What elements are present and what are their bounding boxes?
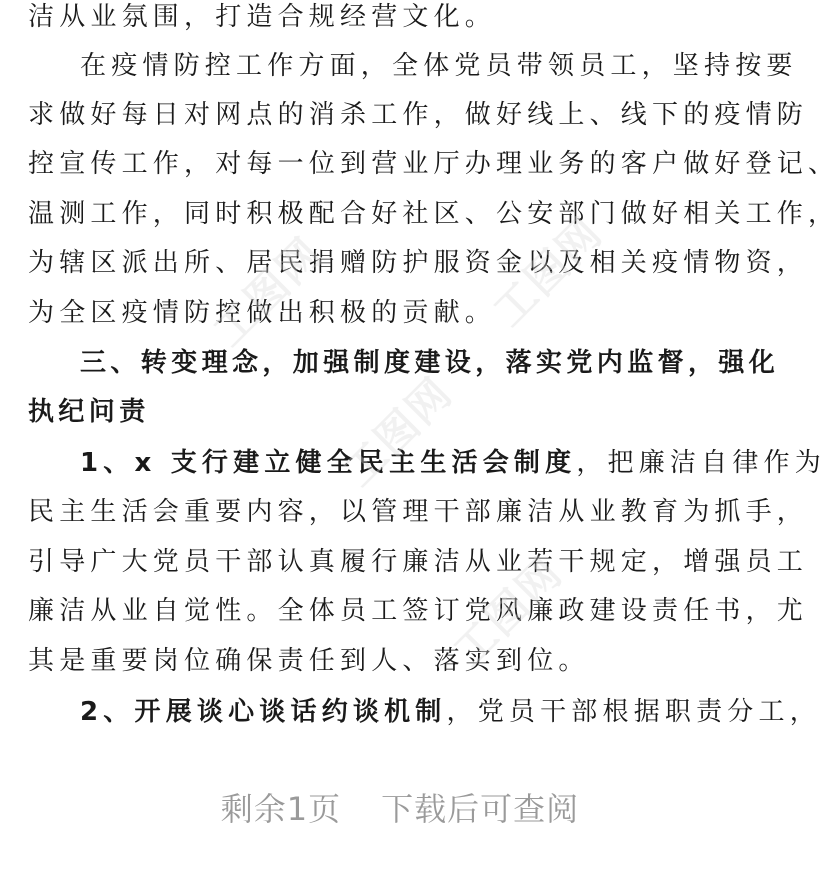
paragraph-line: 控宣传工作，对每一位到营业厅办理业务的客户做好登记、	[28, 149, 839, 179]
item-1-line	[80, 448, 826, 478]
paragraph-line: 为全区疫情防控做出积极的贡献。	[28, 298, 497, 328]
item-1-title: 1、x 支行建立健全民主生活会制度	[80, 448, 577, 478]
section-heading: 三、转变理念，加强制度建设，落实党内监督，强化	[80, 348, 780, 378]
watermark: 工图网	[203, 227, 332, 356]
download-to-view-label[interactable]: 下载后可查阅	[381, 790, 580, 828]
paragraph-line: 廉洁从业自觉性。全体员工签订党风廉政建设责任书，尤	[28, 596, 809, 626]
remaining-pages-label: 剩余1页	[220, 790, 342, 828]
paragraph-line: 民主生活会重要内容，以管理干部廉洁从业教育为抓手，	[28, 497, 809, 527]
section-heading-cont: 执纪问责	[28, 397, 150, 427]
paragraph-line: 为辖区派出所、居民捐赠防护服资金以及相关疫情物资，	[28, 248, 809, 278]
paragraph-line: 求做好每日对网点的消杀工作，做好线上、线下的疫情防	[28, 100, 809, 130]
paragraph-line: 温测工作，同时积极配合好社区、公安部门做好相关工作，	[28, 199, 839, 229]
item-2-line	[80, 697, 821, 727]
watermark: 工图网	[443, 547, 572, 676]
watermark: 工图网	[333, 367, 462, 496]
item-2-title: 2、开展谈心谈话约谈机制	[80, 697, 447, 727]
footer-notice[interactable]	[0, 784, 800, 830]
watermark: 工图网	[483, 207, 612, 336]
paragraph-line: 引导广大党员干部认真履行廉洁从业若干规定，增强员工	[28, 547, 809, 577]
paragraph-line: 洁从业氛围，打造合规经营文化。	[28, 2, 497, 32]
item-2-text: ，党员干部根据职责分工，	[446, 697, 821, 727]
paragraph-line: 其是重要岗位确保责任到人、落实到位。	[28, 646, 590, 676]
item-1-text: ，把廉洁自律作为	[576, 448, 826, 478]
paragraph-line: 在疫情防控工作方面，全体党员带领员工，坚持按要	[80, 51, 798, 81]
